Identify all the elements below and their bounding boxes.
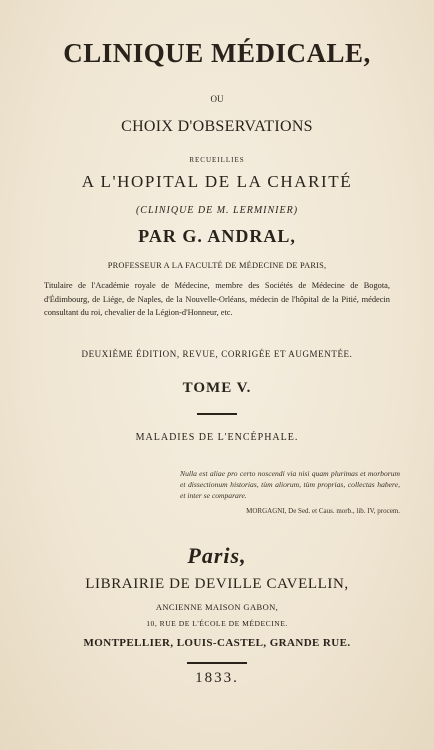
- epigraph-source: MORGAGNI, De Sed. et Caus. morb., lib. IV, procem.: [246, 507, 400, 515]
- publisher-former-name: ANCIENNE MAISON GABON,: [155, 602, 279, 612]
- volume-label: TOME V.: [182, 380, 252, 396]
- publisher-name: LIBRAIRIE DE DEVILLE CAVELLIN,: [85, 576, 349, 592]
- book-subtitle: CHOIX D'OBSERVATIONS: [121, 118, 313, 135]
- edition-line: DEUXIÈME ÉDITION, REVUE, CORRIGÉE ET AUGMENTÉE.: [81, 349, 353, 359]
- second-publisher: MONTPELLIER, LOUIS-CASTEL, GRANDE RUE.: [83, 637, 351, 649]
- book-title: CLINIQUE MÉDICALE,: [63, 38, 371, 68]
- conjunction-ou: OU: [210, 94, 224, 104]
- hospital-line: A L'HOPITAL DE LA CHARITÉ: [81, 172, 353, 191]
- clinic-line: (CLINIQUE DE M. LERMINIER): [135, 205, 299, 216]
- professor-line: PROFESSEUR A LA FACULTÉ DE MÉDECINE DE PARIS,: [107, 261, 327, 270]
- publisher-address: 10, RUE DE L'ÉCOLE DE MÉDECINE.: [146, 619, 288, 628]
- epigraph-text: Nulla est aliae pro certo noscendi via nisi quam plurimas et morborum et dissectionum historias, tùm aliorum, tùm proprias, collectas habere, et inter se comparare.: [180, 469, 400, 501]
- divider-rule-bottom: [187, 662, 247, 664]
- divider-rule: [197, 413, 237, 415]
- author-line: PAR G. ANDRAL,: [138, 226, 296, 246]
- volume-subject: MALADIES DE L'ENCÉPHALE.: [135, 432, 299, 443]
- recueillies-label: RECUEILLIES: [189, 156, 245, 164]
- place-of-publication: Paris,: [187, 543, 247, 568]
- author-titles: Titulaire de l'Académie royale de Médecine, membre des Sociétés de Médecine de Bogota, d'Édimbourg, de Liége, de Naples, de la Nouvelle-Orléans, médecin de l'hôpital de la Pitié, médecin consultant du roi, chevalier de la Légion-d'Honneur, etc.: [44, 281, 390, 317]
- publication-year: 1833.: [195, 670, 239, 686]
